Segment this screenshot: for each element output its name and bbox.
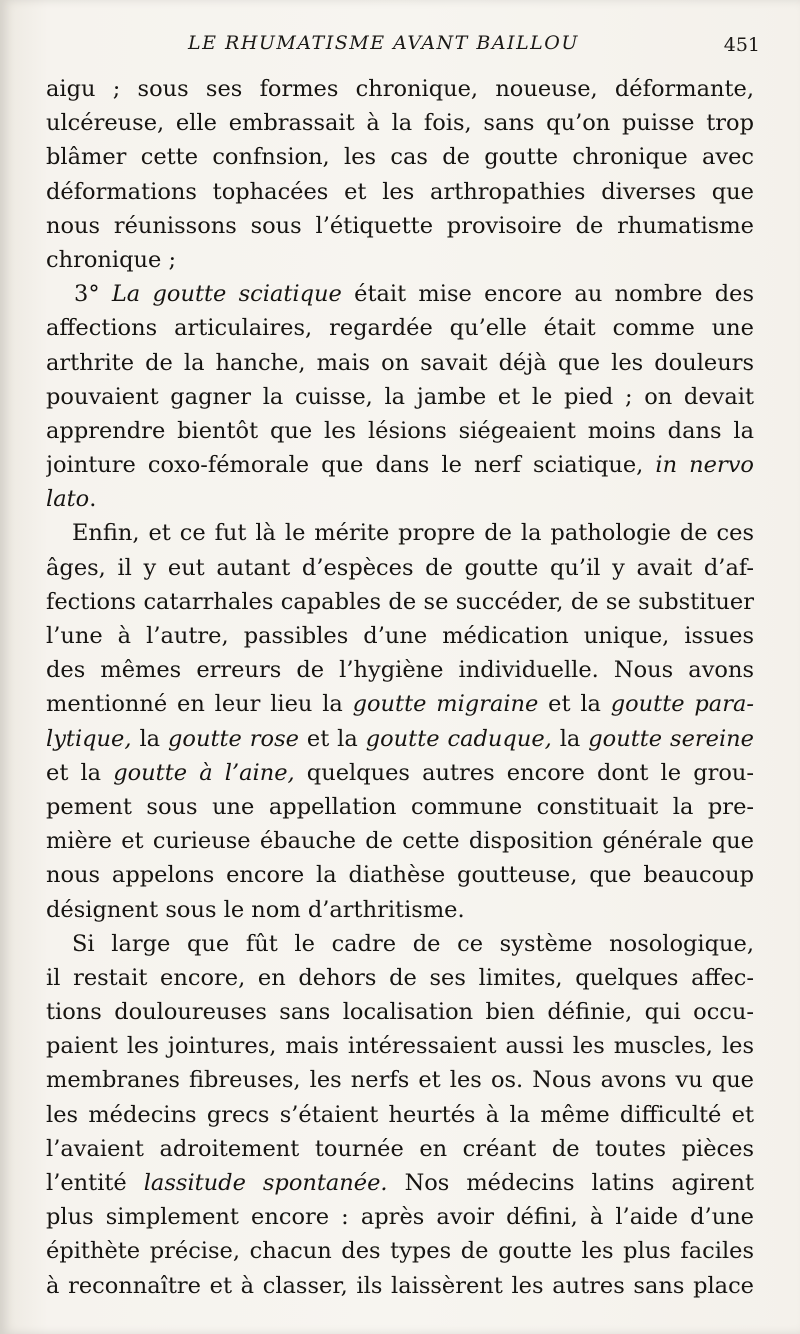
text-line: plus simplement encore : après avoir défini, à l’aide d’une <box>46 1204 754 1231</box>
text-line: l’entité lassitude spontanée. Nos médecins latins agirent <box>46 1170 754 1196</box>
text-line: âges, il y eut autant d’espèces de goutte qu’il y avait d’af- <box>46 554 754 581</box>
text-line: arthrite de la hanche, mais on savait déjà que les douleurs <box>46 349 754 376</box>
text-line: et la goutte à l’aine, quelques autres encore dont le grou- <box>46 759 754 786</box>
text-line: pement sous une appellation commune constituait la pre- <box>46 793 754 820</box>
page-number: 451 <box>723 34 760 56</box>
text-line: fections catarrhales capables de se succéder, de se substituer <box>46 588 754 615</box>
body-text <box>46 72 754 1303</box>
text-line: tions douloureuses sans localisation bien définie, qui occu- <box>46 999 754 1026</box>
text-line: apprendre bientôt que les lésions siégeaient moins dans la <box>46 417 754 444</box>
text-line: l’avaient adroitement tournée en créant de toutes pièces <box>46 1135 754 1162</box>
text-line: lytique, la goutte rose et la goutte caduque, la goutte sereine <box>46 725 754 752</box>
text-line: chronique ; <box>46 246 177 273</box>
text-line: nous appelons encore la diathèse goutteuse, que beaucoup <box>46 862 754 889</box>
text-line: mière et curieuse ébauche de cette disposition générale que <box>46 828 754 855</box>
text-line: paient les jointures, mais intéressaient aussi les muscles, les <box>46 1033 754 1060</box>
text-line: 3° La goutte sciatique était mise encore au nombre des <box>74 281 754 308</box>
text-line: désignent sous le nom d’arthritisme. <box>46 896 465 923</box>
text-line: blâmer cette confnsion, les cas de goutte chronique avec <box>46 144 754 171</box>
text-line: pouvaient gagner la cuisse, la jambe et le pied ; on devait <box>46 383 754 410</box>
text-line: Enfin, et ce fut là le mérite propre de la pathologie de ces <box>72 520 754 547</box>
text-line: nous réunissons sous l’étiquette provisoire de rhumatisme <box>46 212 754 239</box>
text-line: affections articulaires, regardée qu’elle était comme une <box>46 315 754 342</box>
text-line: des mêmes erreurs de l’hygiène individuelle. Nous avons <box>46 657 754 684</box>
text-line: membranes fibreuses, les nerfs et les os. Nous avons vu que <box>46 1067 754 1094</box>
running-title: LE RHUMATISME AVANT BAILLOU <box>188 32 579 54</box>
text-line: ulcéreuse, elle embrassait à la fois, sans qu’on puisse trop <box>46 110 754 137</box>
text-line: mentionné en leur lieu la goutte migraine et la goutte para- <box>46 691 754 718</box>
page-header <box>48 32 760 62</box>
text-line: aigu ; sous ses formes chronique, noueuse, déformante, <box>46 76 754 102</box>
text-line: lato. <box>46 486 97 513</box>
text-line: Si large que fût le cadre de ce système nosologique, <box>72 930 754 957</box>
text-line: les médecins grecs s’étaient heurtés à la même difficulté et <box>46 1101 754 1128</box>
text-line: il restait encore, en dehors de ses limites, quelques affec- <box>46 964 754 991</box>
text-line: l’une à l’autre, passibles d’une médication unique, issues <box>46 623 754 649</box>
text-line: déformations tophacées et les arthropathies diverses que <box>46 178 754 205</box>
text-line: jointure coxo-fémorale que dans le nerf sciatique, in nervo <box>46 452 754 479</box>
text-line: à reconnaître et à classer, ils laissèrent les autres sans place <box>46 1272 754 1299</box>
text-line: épithète précise, chacun des types de goutte les plus faciles <box>46 1238 754 1265</box>
